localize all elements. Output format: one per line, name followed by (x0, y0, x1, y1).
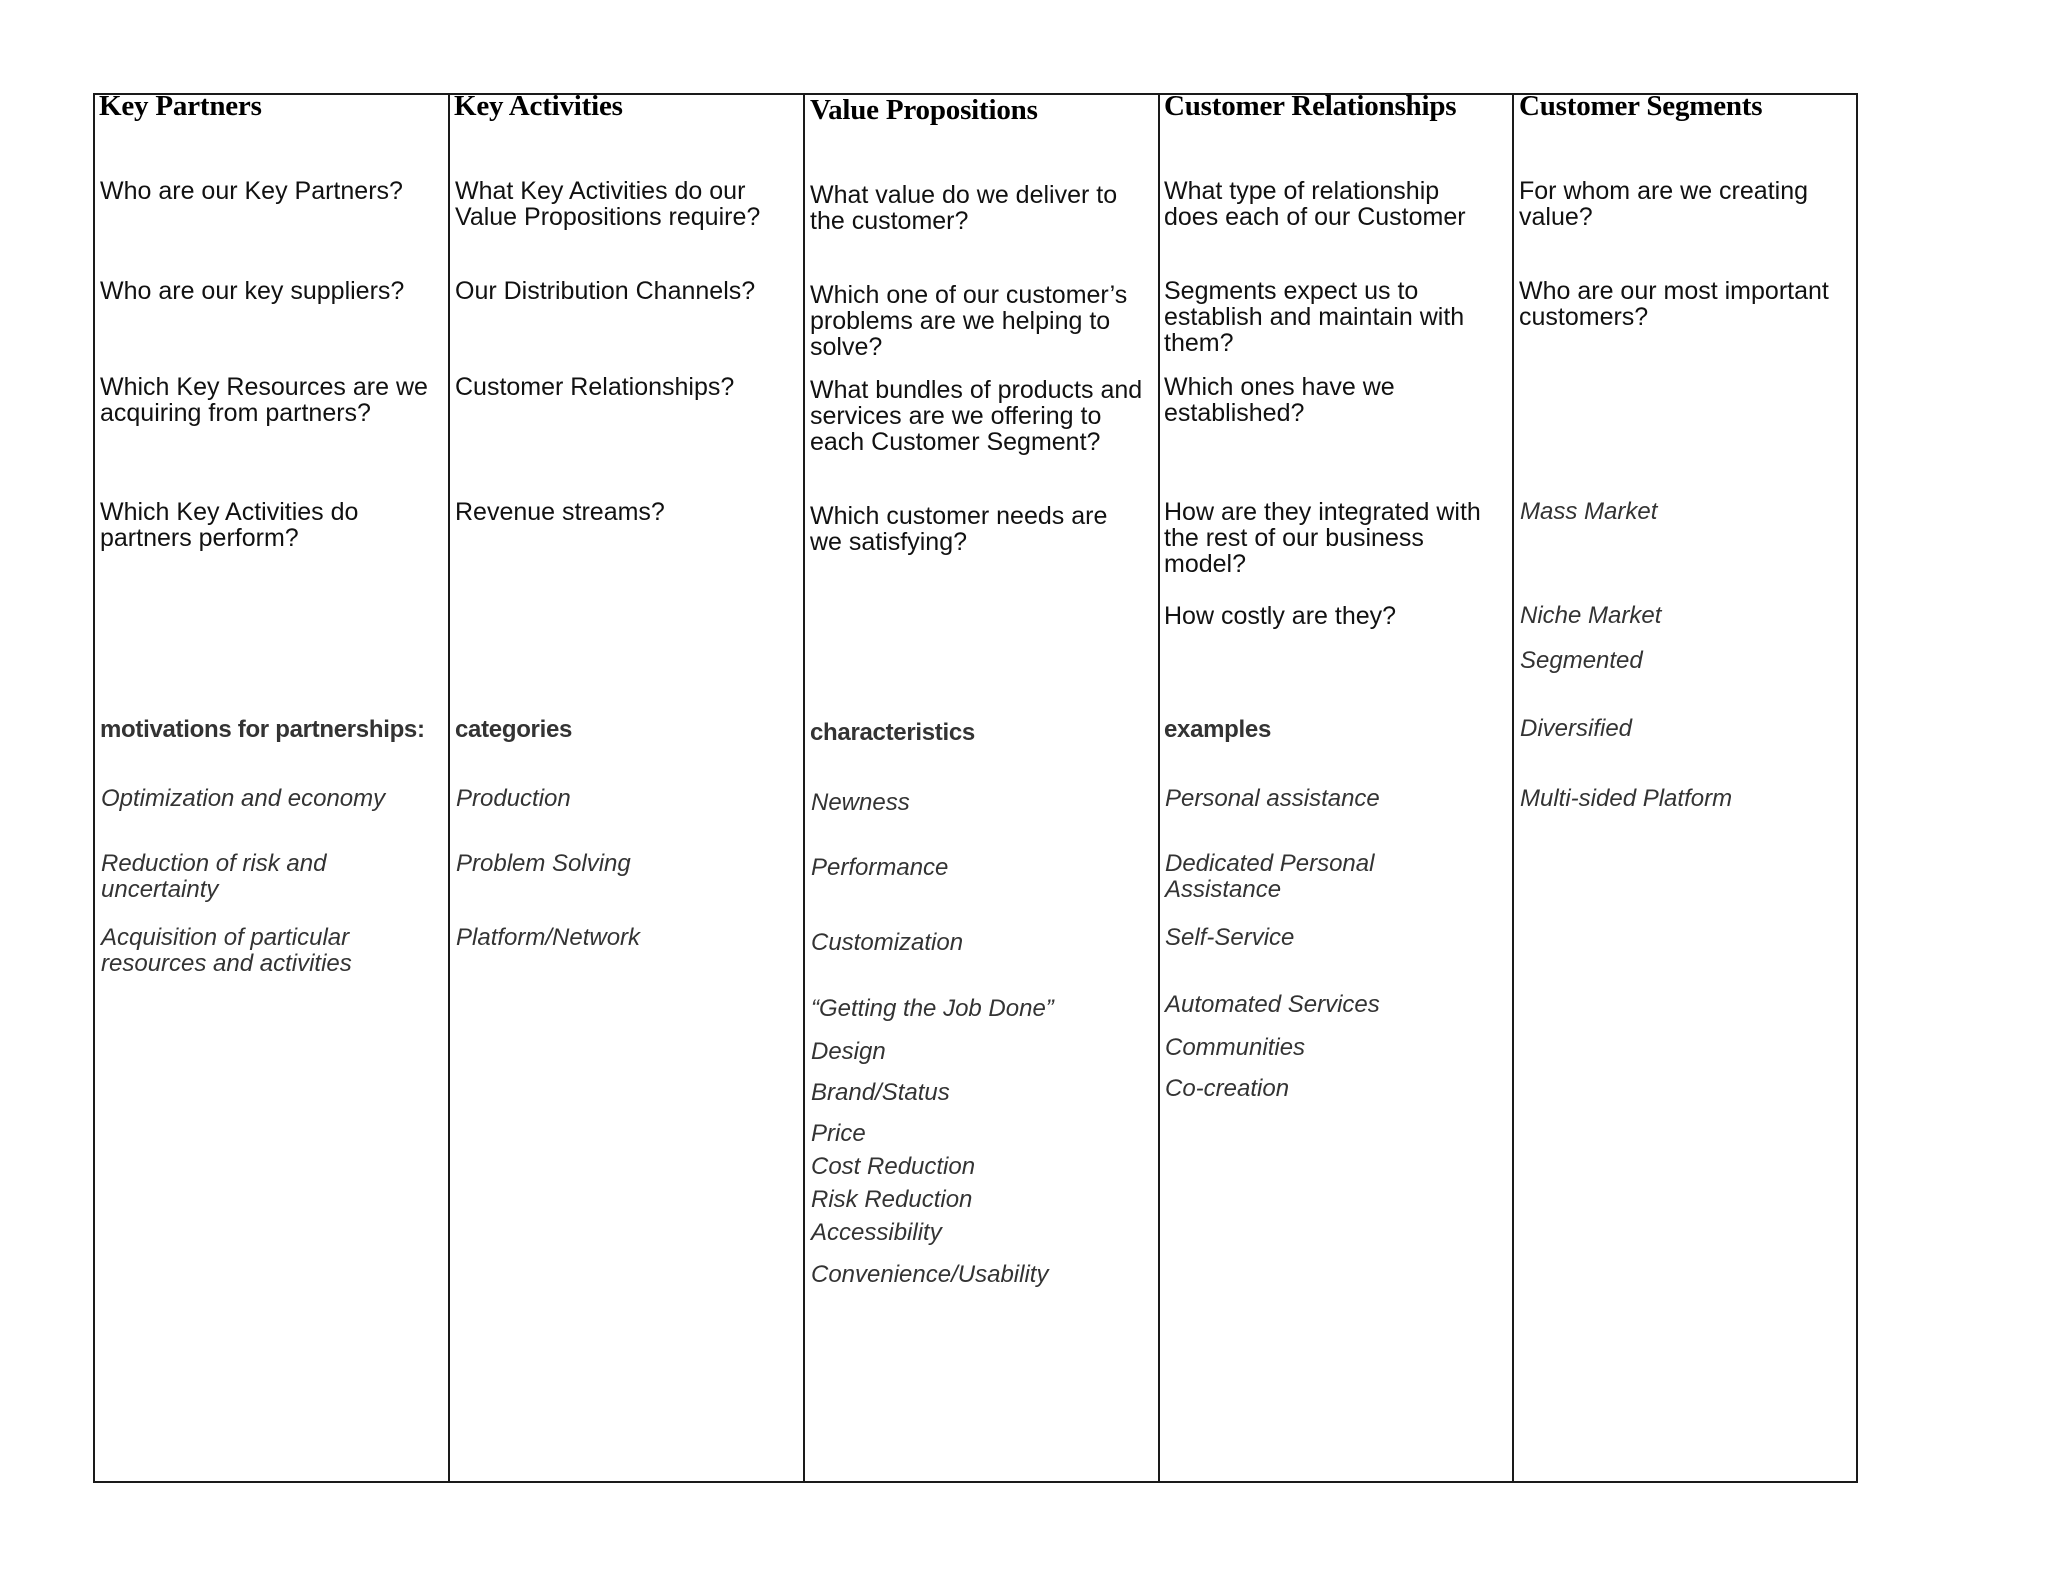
example-item: Price Cost Reduction Risk Reduction Accessibility (811, 1120, 976, 1246)
example-item: Customization (811, 929, 964, 956)
column-heading: Value Propositions (810, 94, 1038, 126)
question: Who are our key suppliers? (100, 277, 405, 305)
example-item: Personal assistance (1165, 785, 1380, 812)
question: Which customer needs are we satisfying? (810, 502, 1108, 556)
example-item: Design (811, 1038, 886, 1065)
example-item: Acquisition of particular resources and activities (101, 924, 352, 977)
example-item: Problem Solving (456, 850, 631, 877)
question: Which ones have we established? (1164, 373, 1395, 427)
question: Who are our most important customers? (1519, 277, 1829, 331)
column-divider (1512, 95, 1514, 1481)
example-item: Platform/Network (456, 924, 641, 951)
question: Which Key Resources are we acquiring from partners? (100, 373, 428, 427)
example-item: Production (456, 785, 571, 812)
section-label: examples (1164, 716, 1272, 743)
example-item: Niche Market (1520, 602, 1662, 629)
example-item: Reduction of risk and uncertainty (101, 850, 327, 903)
column-heading: Customer Segments (1519, 90, 1763, 122)
example-item: Communities (1165, 1034, 1306, 1061)
question: What Key Activities do our Value Propositions require? (455, 177, 761, 231)
example-item: Multi-sided Platform (1520, 785, 1733, 812)
question: Which Key Activities do partners perform? (100, 498, 359, 552)
example-item: Automated Services (1165, 991, 1380, 1018)
section-label: characteristics (810, 719, 975, 746)
example-item: Convenience/Usability (811, 1261, 1049, 1288)
question: Segments expect us to establish and maintain with them? (1164, 277, 1465, 357)
column-divider (1158, 95, 1160, 1481)
example-item: Self-Service (1165, 924, 1295, 951)
example-item: Co-creation (1165, 1075, 1290, 1102)
question: How costly are they? (1164, 602, 1397, 630)
example-item: Optimization and economy (101, 785, 386, 812)
question: Customer Relationships? (455, 373, 735, 401)
question: Our Distribution Channels? (455, 277, 756, 305)
question: What value do we deliver to the customer? (810, 181, 1118, 235)
example-item: Dedicated Personal Assistance (1165, 850, 1375, 903)
column-divider (448, 95, 450, 1481)
question: Which one of our customer’s problems are we helping to solve? (810, 281, 1128, 361)
question: Who are our Key Partners? (100, 177, 403, 205)
column-heading: Key Activities (454, 90, 623, 122)
section-label: categories (455, 716, 573, 743)
section-label: motivations for partnerships: (100, 716, 425, 743)
question: What bundles of products and services are we offering to each Customer Segment? (810, 376, 1143, 456)
question: How are they integrated with the rest of our business model? (1164, 498, 1481, 578)
column-heading: Key Partners (99, 90, 262, 122)
example-item: Diversified (1520, 715, 1633, 742)
example-item: Performance (811, 854, 949, 881)
question: For whom are we creating value? (1519, 177, 1809, 231)
example-item: Brand/Status (811, 1079, 950, 1106)
question: Revenue streams? (455, 498, 665, 526)
question: What type of relationship does each of our Customer (1164, 177, 1466, 231)
example-item: Newness (811, 789, 910, 816)
column-heading: Customer Relationships (1164, 90, 1457, 122)
example-item: Segmented (1520, 647, 1643, 674)
column-divider (803, 95, 805, 1481)
example-item: “Getting the Job Done” (811, 995, 1054, 1022)
example-item: Mass Market (1520, 498, 1658, 525)
